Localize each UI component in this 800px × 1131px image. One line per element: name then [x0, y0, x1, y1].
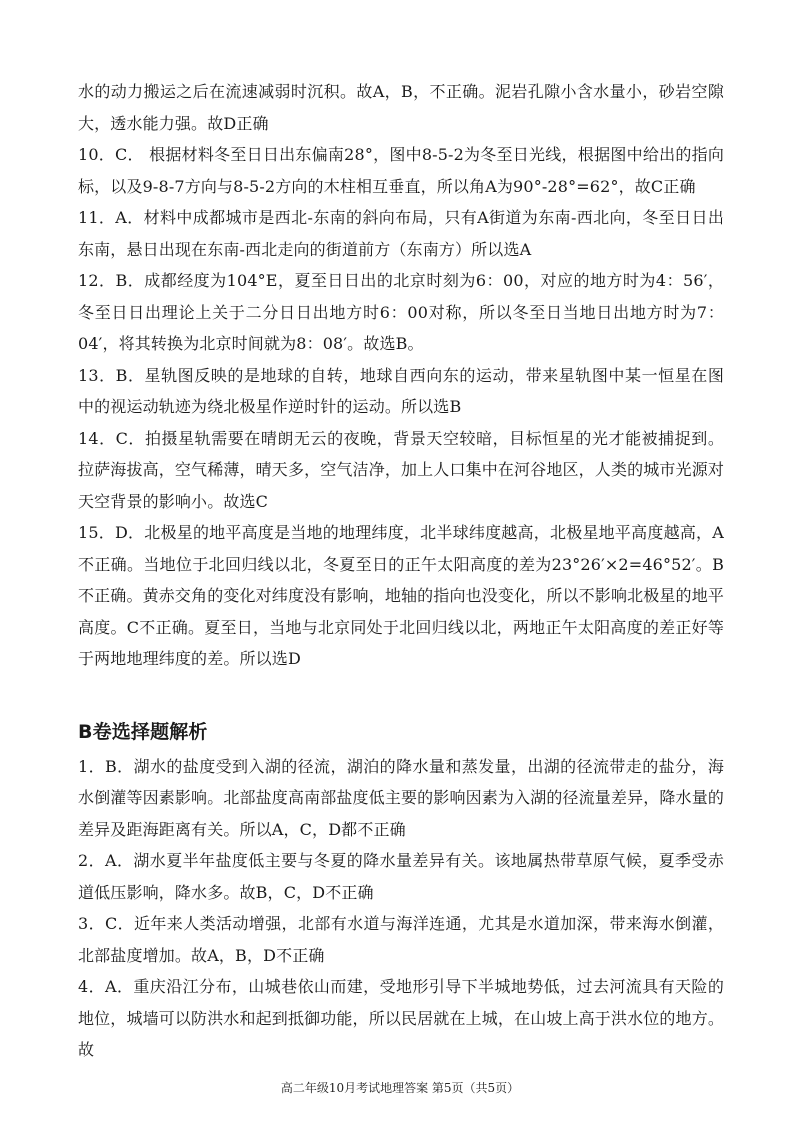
answer-15: 15．D．北极星的地平高度是当地的地理纬度，北半球纬度越高，北极星地平高度越高，A不正确。当地位于北回归线以北，冬夏至日的正午太阳高度的差为23°26′×2=46°52′。B不正确。黄赤交角的变化对纬度没有影响，地轴的指向也没变化，所以不影响北极星的地平高度。C不正确。夏至日，当地与北京同处于北回归线以北，两地正午太阳高度的差正好等于两地地理纬度的差。所以选D: [78, 523, 725, 668]
section-b-answer-1: 1．B．湖水的盐度受到入湖的径流，湖泊的降水量和蒸发量，出湖的径流带走的盐分，海水倒灌等因素影响。北部盐度高南部盐度低主要的影响因素为入湖的径流量差异，降水量的差异及距海距离有关。所以A，C，D都不正确: [78, 756, 725, 839]
answer-content: [78, 76, 724, 1066]
section-b-answer-4: 4．A．重庆沿江分布，山城巷依山而建，受地形引导下半城地势低，过去河流具有天险的地位，城墙可以防洪水和起到抵御功能，所以民居就在上城，在山坡上高于洪水位的地方。故: [78, 977, 725, 1059]
answer-11: 11．A．材料中成都城市是西北-东南的斜向布局，只有A街道为东南-西北向，冬至日日出东南，悬日出现在东南-西北走向的街道前方（东南方）所以选A: [78, 208, 724, 259]
section-b-title: B卷选择题解析: [78, 720, 208, 743]
answer-13: 13．B．星轨图反映的是地球的自转，地球自西向东的运动，带来星轨图中某一恒星在图中的视运动轨迹为绕北极星作逆时针的运动。所以选B: [78, 365, 724, 416]
answer-10: 10．C． 根据材料冬至日日出东偏南28°，图中8-5-2为冬至日光线，根据图中给出的指向标，以及9-8-7方向与8-5-2方向的木柱相互垂直，所以角A为90°-28°=62°，故C正确: [78, 145, 724, 196]
page-footer: 高二年级10月考试地理答案 第5页（共5页）: [280, 1081, 520, 1095]
answer-14: 14．C．拍摄星轨需要在晴朗无云的夜晚，背景天空较暗，目标恒星的光才能被捕捉到。拉萨海拔高，空气稀薄，晴天多，空气洁净，加上人口集中在河谷地区，人类的城市光源对天空背景的影响小。故选C: [78, 428, 725, 511]
answer-12: 12．B．成都经度为104°E，夏至日日出的北京时刻为6：00，对应的地方时为4：56′，冬至日日出理论上关于二分日日出地方时6：00对称，所以冬至日当地日出地方时为7：04′，将其转换为北京时间就为8：08′。故选B。: [78, 271, 724, 353]
section-b-answer-2: 2．A．湖水夏半年盐度低主要与冬夏的降水量差异有关。该地属热带草原气候，夏季受赤道低压影响，降水多。故B，C，D不正确: [78, 851, 724, 902]
section-b-answer-3: 3．C．近年来人类活动增强，北部有水道与海洋连通，尤其是水道加深，带来海水倒灌，北部盐度增加。故A，B，D不正确: [78, 914, 724, 965]
paragraph-continuation: 水的动力搬运之后在流速减弱时沉积。故A，B，不正确。泥岩孔隙小含水量小，砂岩空隙大，透水能力强。故D正确: [78, 82, 724, 133]
